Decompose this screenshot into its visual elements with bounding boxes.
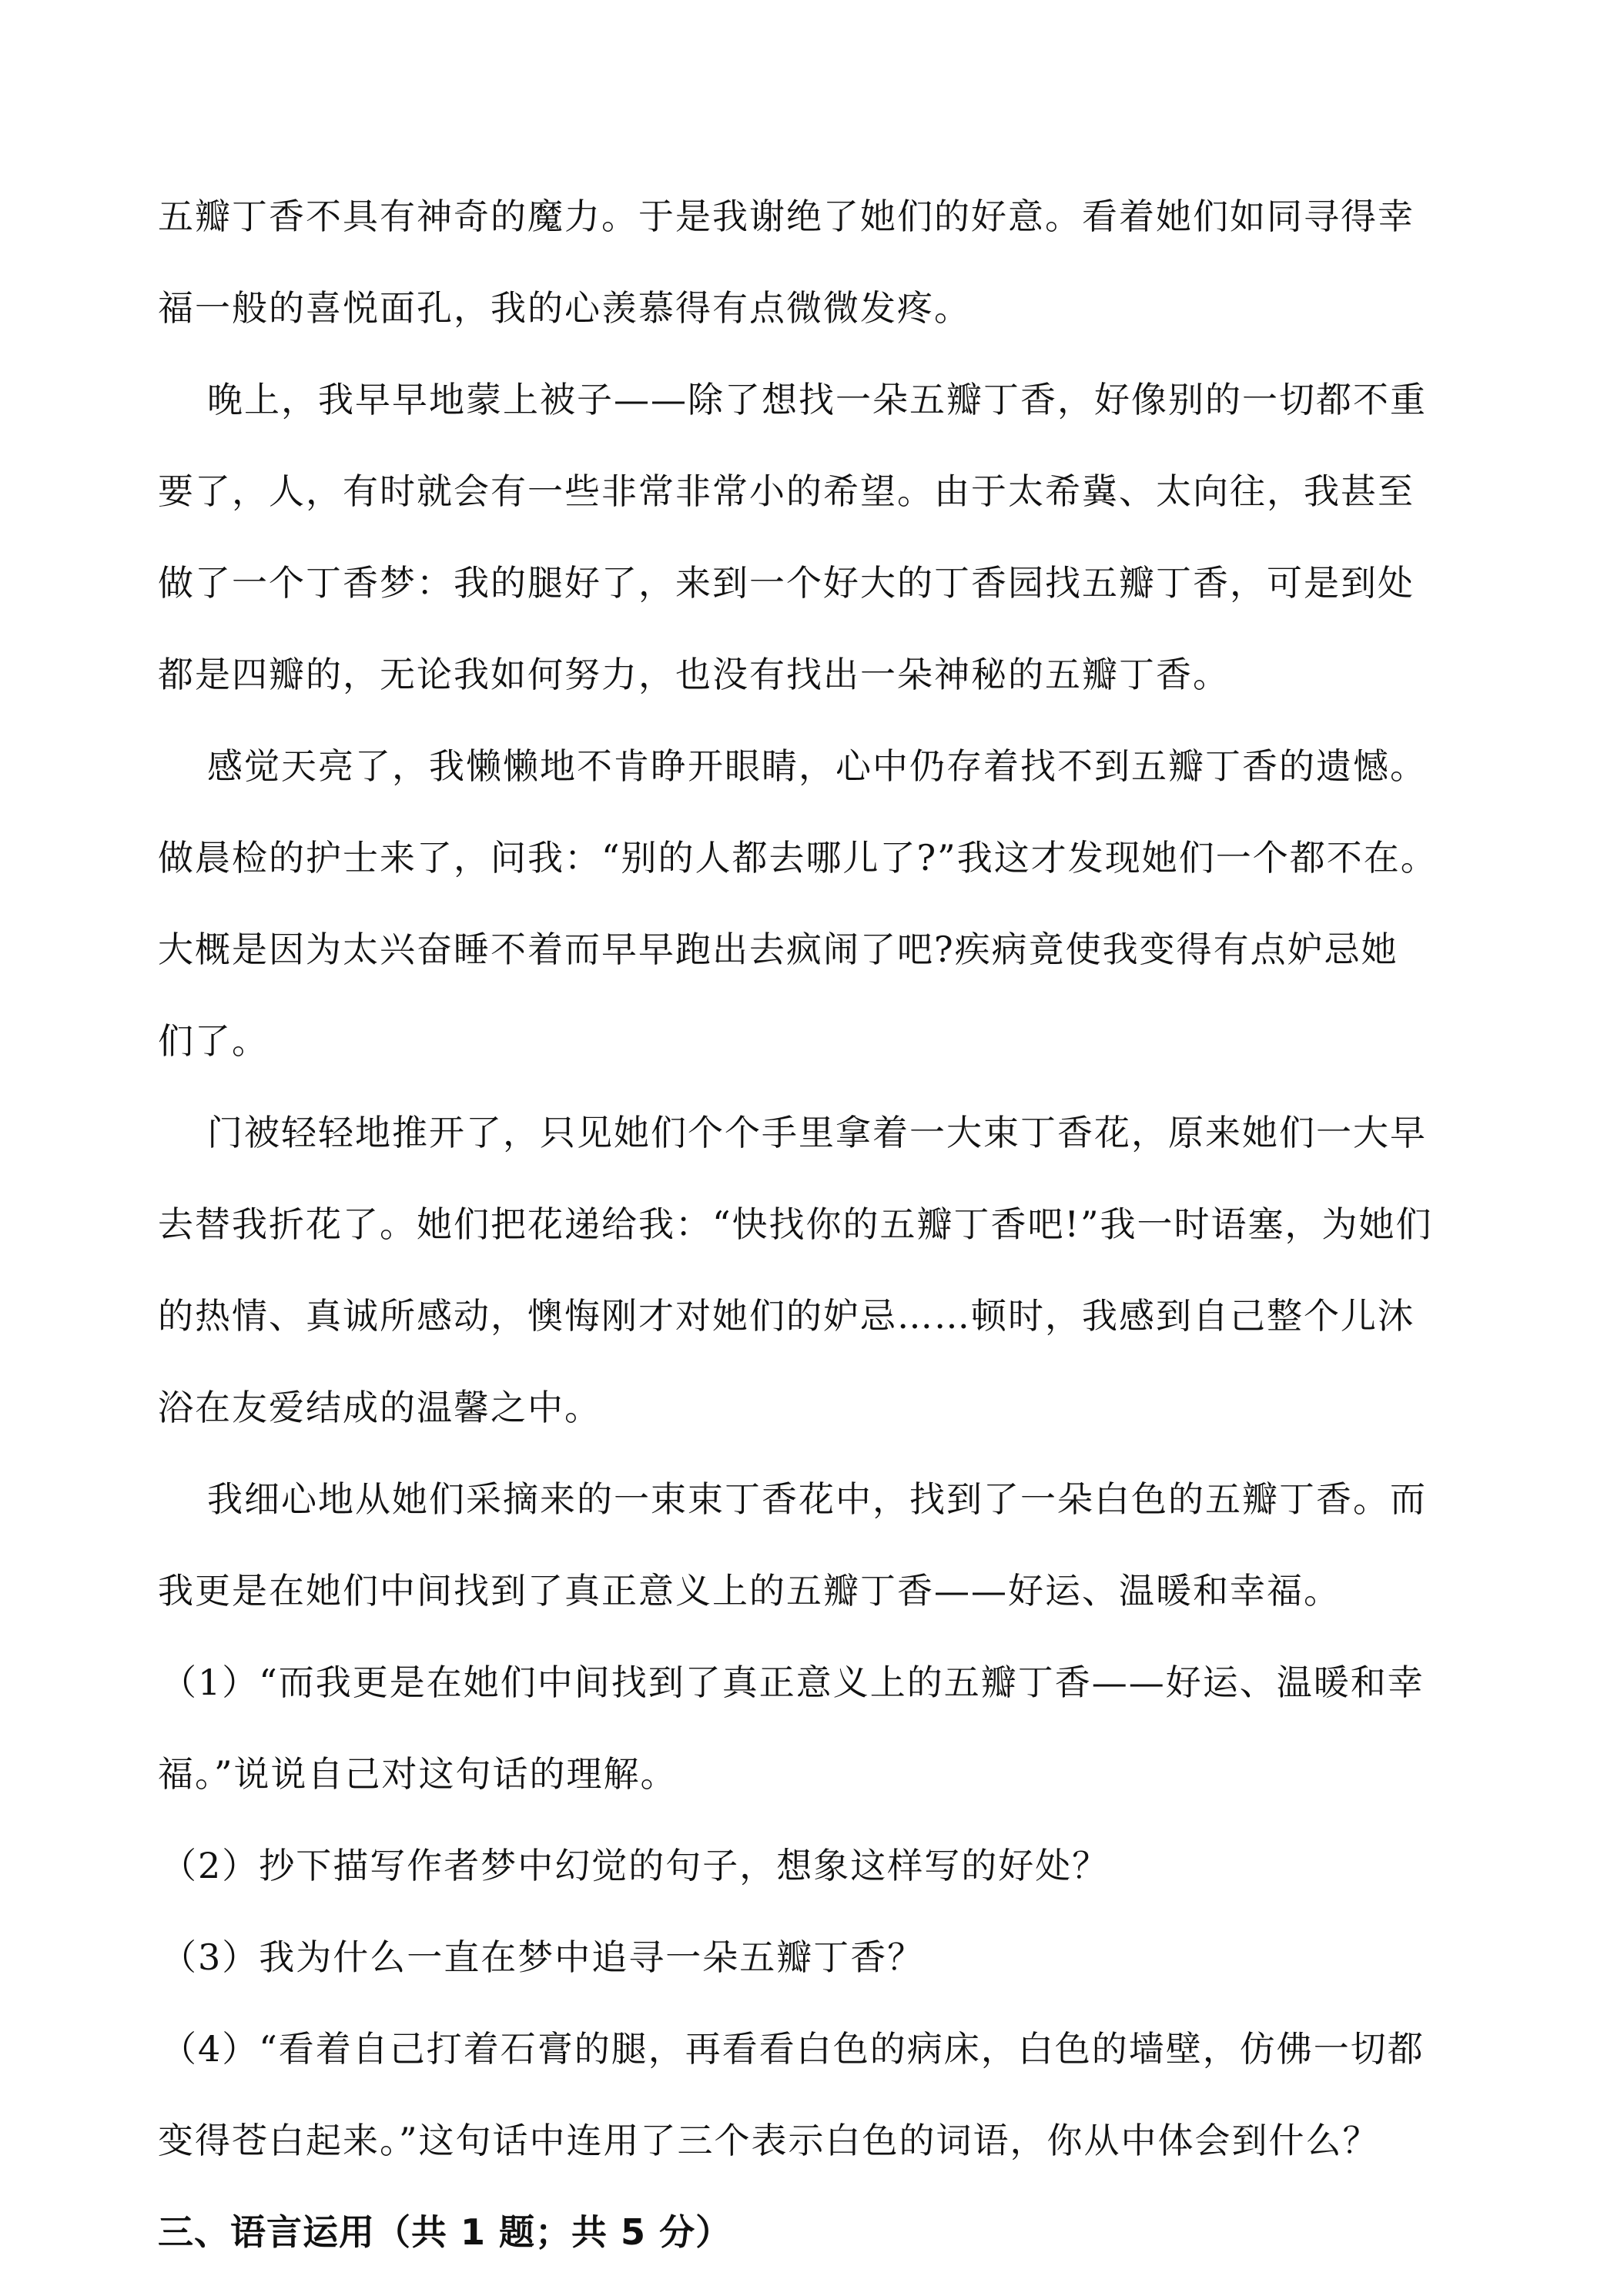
passage-line: 的热情、真诚所感动，懊悔刚才对她们的妒忌……顿时，我感到自己整个儿沐 bbox=[158, 1295, 1415, 1337]
passage-line: 浴在友爱结成的温馨之中。 bbox=[158, 1387, 601, 1428]
question-4-continued: 变得苍白起来。”这句话中连用了三个表示白色的词语，你从中体会到什么？ bbox=[158, 2120, 1380, 2161]
section-heading: 三、语言运用（共 1 题；共 5 分） bbox=[158, 2211, 732, 2253]
passage-line: 去替我折花了。她们把花递给我：“快找你的五瓣丁香吧!”我一时语塞，为她们 bbox=[158, 1203, 1433, 1245]
passage-line: 做晨检的护士来了，问我：“别的人都去哪儿了?”我这才发现她们一个都不在。 bbox=[158, 837, 1438, 879]
passage-paragraph-start: 晚上，我早早地蒙上被子——除了想找一朵五瓣丁香，好像别的一切都不重 bbox=[207, 379, 1427, 420]
passage-line: 们了。 bbox=[158, 1020, 269, 1062]
passage-paragraph-start: 门被轻轻地推开了，只见她们个个手里拿着一大束丁香花，原来她们一大早 bbox=[207, 1112, 1427, 1153]
passage-line: 福一般的喜悦面孔，我的心羡慕得有点微微发疼。 bbox=[158, 287, 971, 329]
question-4: （4）“看着自己打着石膏的腿，再看看白色的病床，白色的墙壁，仿佛一切都 bbox=[161, 2028, 1425, 2070]
question-2: （2）抄下描写作者梦中幻觉的句子，想象这样写的好处？ bbox=[161, 1845, 1110, 1886]
passage-line: 都是四瓣的，无论我如何努力，也没有找出一朵神秘的五瓣丁香。 bbox=[158, 654, 1230, 695]
document-content bbox=[158, 171, 1467, 2278]
passage-line: 要了，人，有时就会有一些非常非常小的希望。由于太希冀、太向往，我甚至 bbox=[158, 470, 1415, 512]
passage-line: 我更是在她们中间找到了真正意义上的五瓣丁香——好运、温暖和幸福。 bbox=[158, 1570, 1341, 1612]
passage-line: 做了一个丁香梦：我的腿好了，来到一个好大的丁香园找五瓣丁香，可是到处 bbox=[158, 562, 1415, 604]
question-1: （1）“而我更是在她们中间找到了真正意义上的五瓣丁香——好运、温暖和幸 bbox=[161, 1662, 1425, 1703]
passage-paragraph-start: 我细心地从她们采摘来的一束束丁香花中，找到了一朵白色的五瓣丁香。而 bbox=[207, 1478, 1427, 1520]
passage-paragraph-start: 感觉天亮了，我懒懒地不肯睁开眼睛，心中仍存着找不到五瓣丁香的遗憾。 bbox=[207, 745, 1427, 787]
passage-line: 五瓣丁香不具有神奇的魔力。于是我谢绝了她们的好意。看着她们如同寻得幸 bbox=[158, 196, 1415, 237]
question-1-continued: 福。”说说自己对这句话的理解。 bbox=[158, 1753, 678, 1795]
question-3: （3）我为什么一直在梦中追寻一朵五瓣丁香？ bbox=[161, 1936, 925, 1978]
passage-line: 大概是因为太兴奋睡不着而早早跑出去疯闹了吧?疾病竟使我变得有点妒忌她 bbox=[158, 929, 1398, 970]
